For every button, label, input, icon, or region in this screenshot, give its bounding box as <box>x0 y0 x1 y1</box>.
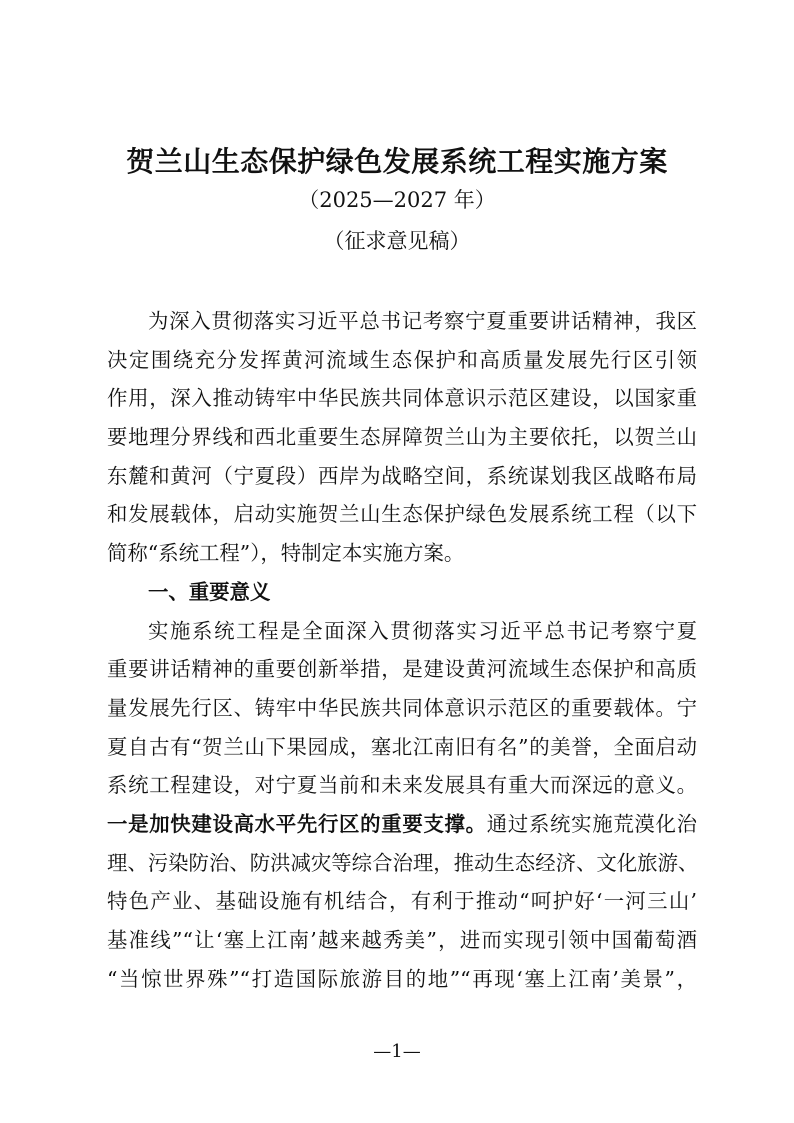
paragraph-line: 量发展先行区、铸牢中华民族共同体意识示范区的重要载体。宁 <box>107 695 697 720</box>
paragraph-line: 基准线”“让‘塞上江南’越来越秀美”，进而实现引领中国葡萄酒 <box>107 928 697 952</box>
paragraph-line-mixed <box>107 805 697 844</box>
paragraph-line: 简称“系统工程”），特制定本实施方案。 <box>107 541 465 566</box>
paragraph-line: 夏自古有“贺兰山下果园成，塞北江南旧有名”的美誉，全面启动 <box>107 734 697 759</box>
paragraph-line: 和发展载体，启动实施贺兰山生态保护绿色发展系统工程（以下 <box>107 502 697 527</box>
paragraph-line: 要地理分界线和西北重要生态屏障贺兰山为主要依托，以贺兰山 <box>107 425 697 450</box>
section-heading: 一、重要意义 <box>148 579 271 604</box>
document-title: 贺兰山生态保护绿色发展系统工程实施方案 <box>126 145 668 178</box>
page-number: —1— <box>373 1041 421 1062</box>
paragraph-line: “当惊世界殊”“打造国际旅游目的地”“再现‘塞上江南’美景”， <box>107 966 697 991</box>
bold-lead-sentence: 一是加快建设高水平先行区的重要支撑。 <box>107 811 487 836</box>
paragraph-line: 系统工程建设，对宁夏当前和未来发展具有重大而深远的意义。 <box>107 773 697 798</box>
document-body <box>107 302 697 998</box>
paragraph-line: 重要讲话精神的重要创新举措，是建设黄河流域生态保护和高质 <box>107 657 697 682</box>
paragraph-line: 作用，深入推动铸牢中华民族共同体意识示范区建设，以国家重 <box>107 386 697 411</box>
line-continuation: 通过系统实施荒漠化治 <box>486 811 698 836</box>
subtitle-years: （2025—2027 年） <box>298 188 496 212</box>
paragraph-line: 特色产业、基础设施有机结合，有利于推动“呵护好‘一河三山’ <box>107 889 697 914</box>
paragraph-line: 实施系统工程是全面深入贯彻落实习近平总书记考察宁夏 <box>148 618 697 643</box>
paragraph-line: 东麓和黄河（宁夏段）西岸为战略空间，系统谋划我区战略布局 <box>107 463 697 488</box>
paragraph-line: 决定围绕充分发挥黄河流域生态保护和高质量发展先行区引领 <box>107 347 697 372</box>
paragraph-line: 为深入贯彻落实习近平总书记考察宁夏重要讲话精神，我区 <box>148 309 697 333</box>
paragraph-line: 理、污染防治、防洪减灾等综合治理，推动生态经济、文化旅游、 <box>107 850 699 875</box>
subtitle-draft-status: （征求意见稿） <box>323 229 471 253</box>
